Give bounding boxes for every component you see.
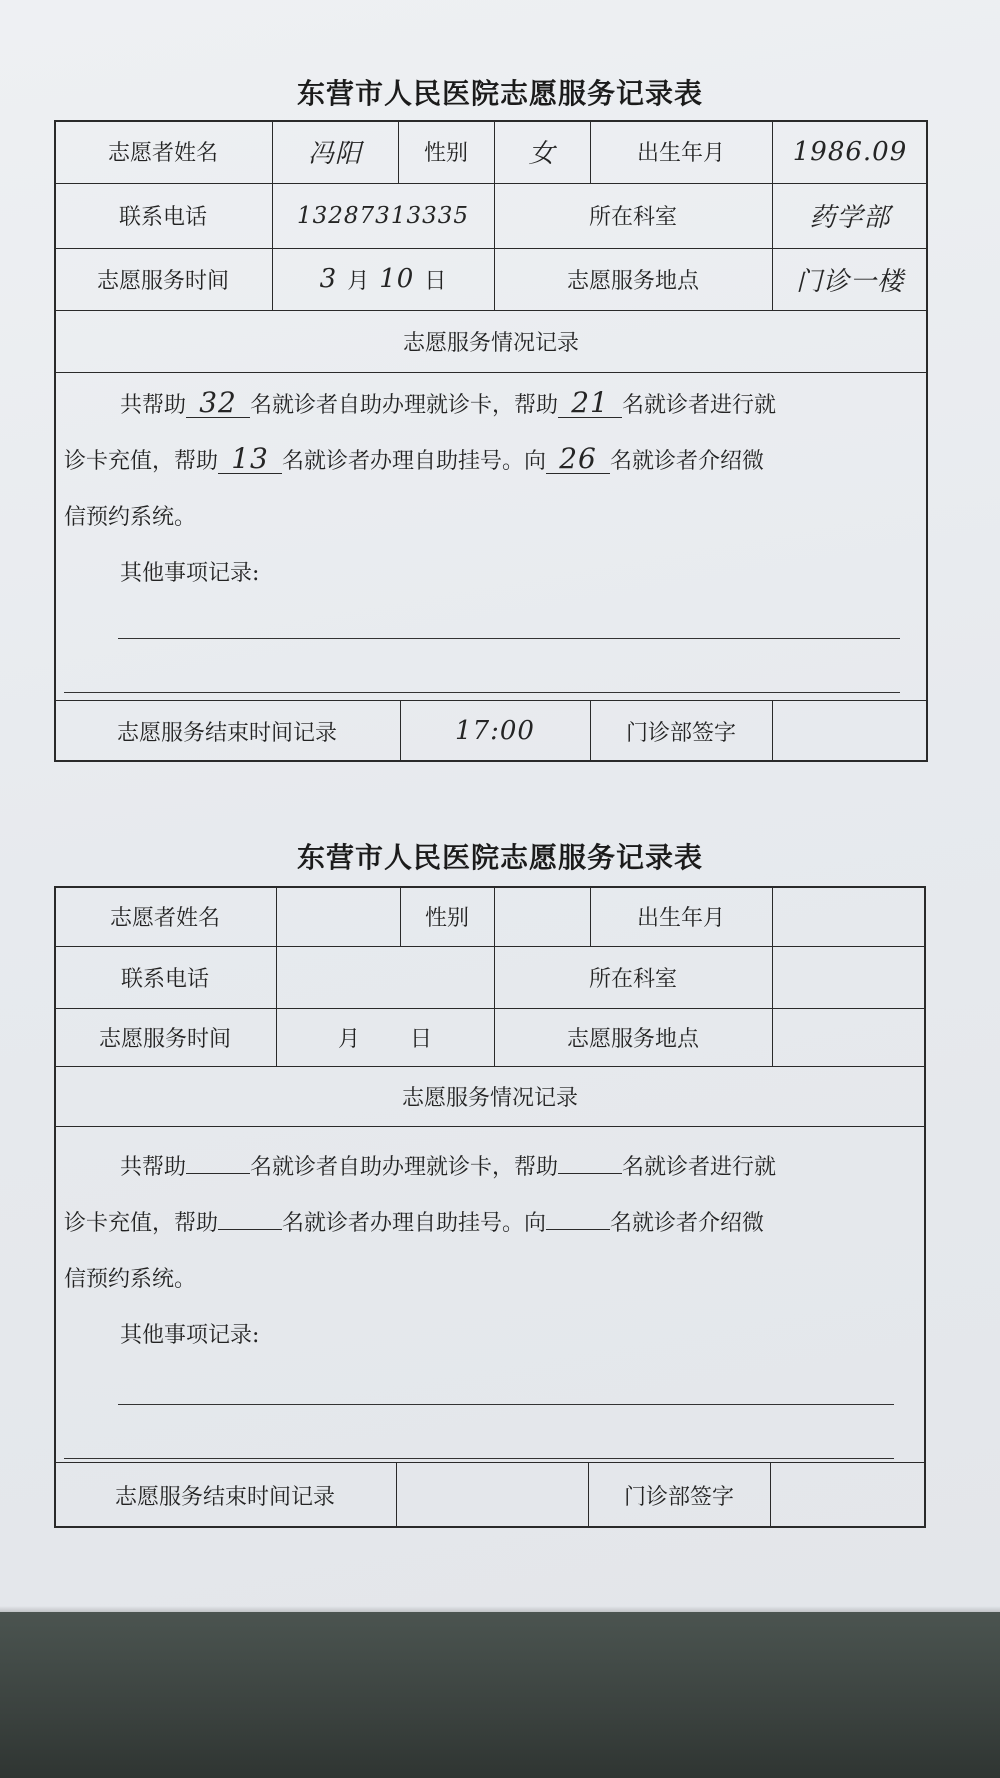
label-gender: 性别 [424,905,469,931]
para-text: 共帮助 [120,1155,187,1180]
label-end-time: 志愿服务结束时间记录 [116,720,337,746]
row-divider [54,372,928,373]
para-text: 共帮助 [120,393,187,418]
record-paragraph-line-3 [64,490,196,546]
value-n3: 13 [231,442,269,475]
para-text: 诊卡充值，帮助 [64,449,219,474]
para-text: 名就诊者办理自助挂号。向 [282,1211,547,1236]
para-text: 名就诊者自助办理就诊卡，帮助 [250,393,559,418]
value-birth[interactable]: 1986.09 [792,136,908,167]
label-department: 所在科室 [588,966,677,992]
blank-n4[interactable] [546,442,610,475]
value-n2: 21 [571,386,609,419]
value-birth[interactable] [772,886,926,946]
label-service-time: 志愿服务时间 [98,1026,231,1052]
value-service-time[interactable] [272,248,494,310]
day-unit: 日 [410,1026,433,1052]
day-unit: 日 [424,268,447,294]
row-divider [54,1126,926,1127]
desk-background [0,1612,1000,1778]
value-n4: 26 [559,442,597,475]
para-text: 名就诊者办理自助挂号。向 [282,449,547,474]
label-phone: 联系电话 [118,205,207,230]
month-unit: 月 [337,1026,360,1052]
form-title: 东营市人民医院志愿服务记录表 [296,841,703,874]
value-phone[interactable]: 13287313335 [297,202,469,229]
label-name: 志愿者姓名 [107,141,218,166]
label-service-place: 志愿服务地点 [566,1026,699,1052]
label-signature: 门诊部签字 [623,1484,734,1510]
other-notes-label: 其他事项记录: [120,561,260,586]
record-section-header: 志愿服务情况记录 [402,330,579,356]
label-gender: 性别 [423,141,468,166]
para-text: 名就诊者自助办理就诊卡，帮助 [250,1155,559,1180]
month-unit: 月 [347,268,370,294]
blank-n3[interactable] [218,442,282,475]
blank-n2[interactable] [558,386,622,419]
blank-n1[interactable] [186,1145,250,1174]
value-gender[interactable]: 女 [528,139,556,169]
para-text: 名就诊者进行就 [622,393,777,418]
other-notes-label: 其他事项记录: [120,1323,260,1348]
record-paragraph-line-2 [64,434,764,490]
para-text: 名就诊者介绍微 [610,1211,765,1236]
label-name: 志愿者姓名 [109,905,220,931]
label-signature: 门诊部签字 [625,720,736,746]
record-paragraph-line-1 [120,1140,776,1196]
notes-line[interactable] [64,1458,894,1459]
record-paragraph-line-2 [64,1196,764,1252]
para-text: 名就诊者进行就 [622,1155,777,1180]
value-service-time[interactable] [276,1008,494,1066]
value-end-time[interactable] [396,1462,588,1528]
label-end-time: 志愿服务结束时间记录 [114,1484,335,1510]
value-end-time[interactable]: 17:00 [455,716,535,746]
value-signature[interactable] [772,700,928,762]
value-name[interactable] [276,886,400,946]
value-gender[interactable] [494,886,590,946]
value-n1: 32 [199,386,237,419]
blank-n2[interactable] [558,1145,622,1174]
value-signature[interactable] [770,1462,926,1528]
record-paragraph-line-3 [64,1252,196,1308]
blank-n3[interactable] [218,1201,282,1230]
para-text: 诊卡充值，帮助 [64,1211,219,1236]
blank-n1[interactable] [186,386,250,419]
label-service-time: 志愿服务时间 [96,268,229,294]
label-department: 所在科室 [588,205,677,230]
label-service-place: 志愿服务地点 [566,268,699,294]
value-phone[interactable] [276,946,494,1008]
value-service-place[interactable] [772,1008,926,1066]
label-birth: 出生年月 [636,905,725,931]
value-month: 3 [319,264,338,294]
label-phone: 联系电话 [120,966,209,992]
value-name[interactable]: 冯阳 [307,139,362,169]
para-text: 信预约系统。 [64,1267,197,1292]
value-department[interactable] [772,946,926,1008]
para-text: 信预约系统。 [64,505,197,530]
record-paragraph-line-1 [120,378,776,434]
notes-line[interactable] [64,692,900,693]
record-section-header: 志愿服务情况记录 [401,1085,578,1111]
value-day: 10 [379,264,415,294]
notes-line[interactable] [118,1404,894,1405]
label-birth: 出生年月 [636,141,725,166]
value-department[interactable]: 药学部 [809,203,891,233]
form-title: 东营市人民医院志愿服务记录表 [296,77,703,110]
blank-n4[interactable] [546,1201,610,1230]
para-text: 名就诊者介绍微 [610,449,765,474]
value-service-place[interactable]: 门诊一楼 [795,266,904,297]
notes-line[interactable] [118,638,900,639]
